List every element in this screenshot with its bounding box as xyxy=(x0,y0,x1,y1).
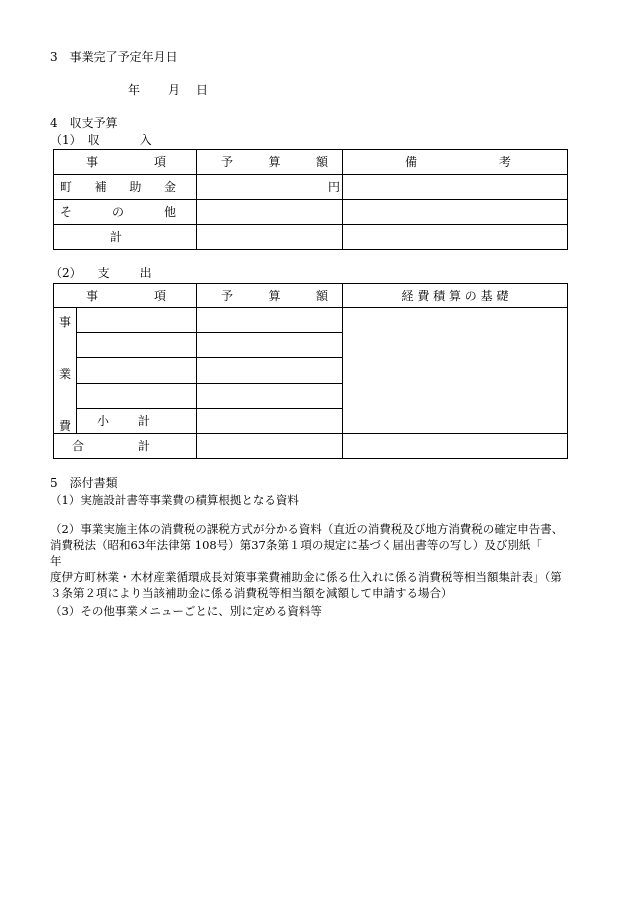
expense-total-row xyxy=(54,434,568,459)
income-row-amount xyxy=(197,225,343,250)
table-row xyxy=(54,225,568,250)
attachment-item-2-line: 消費税法（昭和63年法律第 108号）第37条第１項の規定に基づく届出書等の写し）及び別紙「 年 xyxy=(50,538,565,568)
income-row-amount xyxy=(197,175,343,200)
expense-row-item xyxy=(77,383,197,408)
attachment-item-2-line: 度伊方町林業・木材産業循環成長対策事業費補助金に係る仕入れに係る消費税等相当額集計表」（第 xyxy=(50,570,562,584)
income-row-label: 計 xyxy=(54,225,197,250)
expense-row-item xyxy=(77,333,197,358)
expense-row-amount xyxy=(197,358,343,383)
expense-side-label: 事 業 費 xyxy=(54,308,77,434)
expense-row-item xyxy=(77,308,197,333)
income-header-row xyxy=(54,150,568,175)
attachment-item-2-line: （2）事業実施主体の消費税の課税方式が分かる資料（直近の消費税及び地方消費税の確定申告書、 xyxy=(50,522,564,536)
expense-table xyxy=(53,283,568,459)
expense-subtotal-label: 小 計 xyxy=(77,408,197,433)
expense-row-amount xyxy=(197,383,343,408)
income-row-amount xyxy=(197,200,343,225)
income-subheading-b: 入 xyxy=(139,133,152,147)
attachment-item-2 xyxy=(50,521,570,601)
section3-heading: 3 事業完了予定年月日 xyxy=(50,50,178,64)
expense-header-row xyxy=(54,284,568,308)
table-row xyxy=(54,200,568,225)
income-row-notes xyxy=(343,225,568,250)
income-subheading-num: （1） xyxy=(50,133,82,147)
expense-subheading-b: 出 xyxy=(139,266,152,280)
date-month-label: 月 xyxy=(168,83,181,97)
income-subheading-a: 収 xyxy=(87,133,100,147)
date-year-label: 年 xyxy=(128,83,141,97)
expense-total-label: 合 計 xyxy=(54,434,197,459)
section4-heading: 4 収支予算 xyxy=(50,116,118,130)
expense-total-basis xyxy=(343,434,568,459)
expense-header-item: 事 項 xyxy=(54,284,197,308)
income-row-notes xyxy=(343,200,568,225)
income-row-label: 町 補 助 金 xyxy=(54,175,197,200)
expense-subheading-a: 支 xyxy=(97,266,110,280)
expense-subtotal-amount xyxy=(197,408,343,433)
income-header-amount: 予 算 額 xyxy=(197,150,343,175)
expense-total-amount xyxy=(197,434,343,459)
expense-subheading-num: （2） xyxy=(50,266,82,280)
attachment-item-3: （3）その他事業メニューごとに、別に定める資料等 xyxy=(50,604,322,618)
income-row-label: そ の 他 xyxy=(54,200,197,225)
table-row xyxy=(54,308,568,333)
expense-row-amount xyxy=(197,308,343,333)
expense-row-amount xyxy=(197,333,343,358)
income-table xyxy=(53,149,568,250)
income-subheading xyxy=(50,133,152,147)
table-row xyxy=(54,175,568,200)
section5-heading: 5 添付書類 xyxy=(50,476,118,490)
expense-header-basis: 経 費 積 算 の 基 礎 xyxy=(343,284,568,308)
income-row-notes xyxy=(343,175,568,200)
expense-basis-cell xyxy=(343,308,568,434)
income-header-notes: 備 考 xyxy=(343,150,568,175)
expense-subheading xyxy=(50,266,152,280)
attachment-item-1: （1）実施設計書等事業費の積算根拠となる資料 xyxy=(50,493,299,507)
date-day-label: 日 xyxy=(196,83,209,97)
expense-header-amount: 予 算 額 xyxy=(197,284,343,308)
attachment-item-2-line: ３条第２項により当該補助金に係る消費税等相当額を減額して申請する場合） xyxy=(50,586,453,600)
expense-row-item xyxy=(77,358,197,383)
yen-unit: 円 xyxy=(327,180,340,194)
income-header-item: 事 項 xyxy=(54,150,197,175)
